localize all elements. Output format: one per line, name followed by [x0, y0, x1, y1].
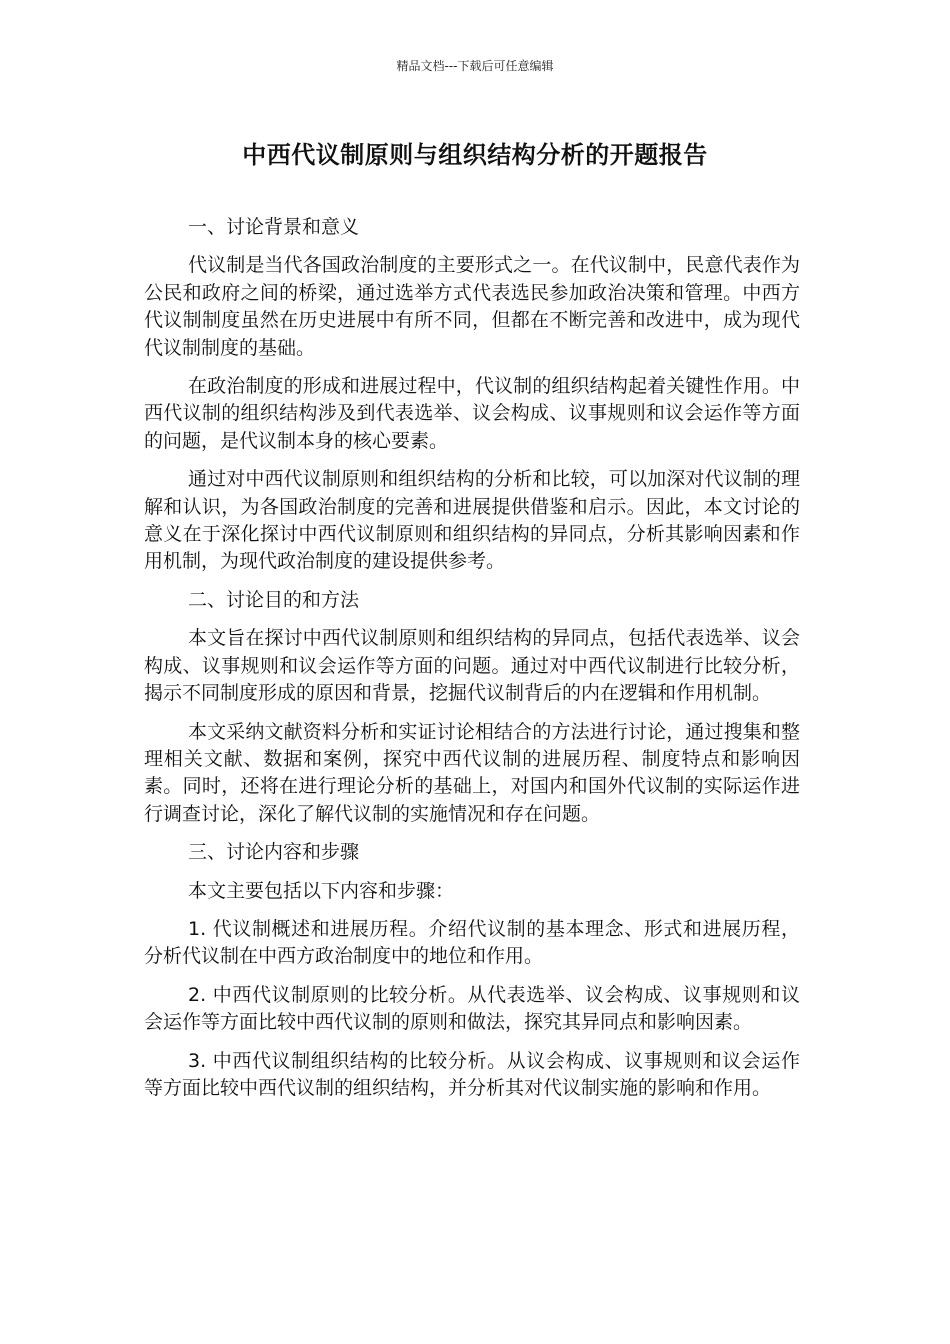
- list-item: 3. 中西代议制组织结构的比较分析。从议会构成、议事规则和议会运作等方面比较中西代议制的组织结构，并分析其对代议制实施的影响和作用。: [144, 1049, 800, 1099]
- document-body: [144, 214, 800, 1113]
- header-note: 精品文档---下载后可任意编辑: [396, 59, 554, 73]
- paragraph: 代议制是当代各国政治制度的主要形式之一。在代议制中，民意代表作为公民和政府之间的桥梁，通过选举方式代表选民参加政治决策和管理。中西方代议制制度虽然在历史进展中有所不同，但都在不断完善和改进中，成为现代代议制制度的基础。: [144, 254, 800, 359]
- paragraph: 本文主要包括以下内容和步骤：: [188, 879, 455, 902]
- section-heading: 二、讨论目的和方法: [188, 588, 360, 611]
- list-item: 1. 代议制概述和进展历程。介绍代议制的基本理念、形式和进展历程，分析代议制在中西方政治制度中的地位和作用。: [144, 917, 800, 968]
- list-item: 2. 中西代议制原则的比较分析。从代表选举、议会构成、议事规则和议会运作等方面比较中西代议制的原则和做法，探究其异同点和影响因素。: [144, 983, 800, 1034]
- paragraph: 在政治制度的形成和进展过程中，代议制的组织结构起着关键性作用。中西代议制的组织结构涉及到代表选举、议会构成、议事规则和议会运作等方面的问题，是代议制本身的核心要素。: [144, 375, 800, 452]
- paragraph: 本文采纳文献资料分析和实证讨论相结合的方法进行讨论，通过搜集和整理相关文献、数据和案例，探究中西代议制的进展历程、制度特点和影响因素。同时，还将在进行理论分析的基础上，对国内和国外代议制的实际运作进行调查讨论，深化了解代议制的实施情况和存在问题。: [144, 720, 800, 825]
- section-heading: 一、讨论背景和意义: [188, 216, 360, 238]
- paragraph: 本文旨在探讨中西代议制原则和组织结构的异同点，包括代表选举、议会构成、议事规则和议会运作等方面的问题。通过对中西代议制进行比较分析，揭示不同制度形成的原因和背景，挖掘代议制背后的内在逻辑和作用机制。: [144, 627, 800, 705]
- section-heading: 三、讨论内容和步骤: [188, 841, 360, 864]
- paragraph: 通过对中西代议制原则和组织结构的分析和比较，可以加深对代议制的理解和认识，为各国政治制度的完善和进展提供借鉴和启示。因此，本文讨论的意义在于深化探讨中西代议制原则和组织结构的异同点，分析其影响因素和作用机制，为现代政治制度的建设提供参考。: [144, 468, 800, 573]
- document-title: 中西代议制原则与组织结构分析的开题报告: [242, 141, 708, 169]
